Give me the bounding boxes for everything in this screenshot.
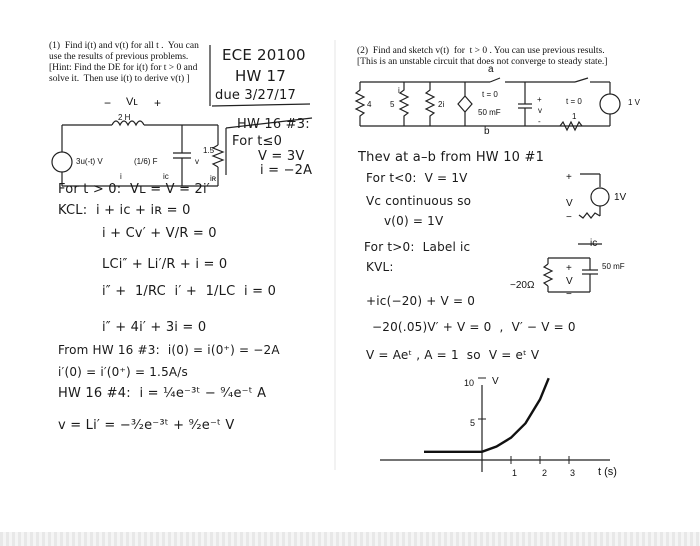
work2-line2: Vc continuous so xyxy=(366,194,472,208)
c2-src-1v xyxy=(600,94,620,114)
work1-line3: LCi″ + Li′/R + i = 0 xyxy=(102,257,228,272)
work1-line5: i″ + 4i′ + 3i = 0 xyxy=(102,320,207,335)
c2-minus: - xyxy=(538,117,541,126)
c1-minus: − xyxy=(104,96,112,110)
c1-ic-label: iᴄ xyxy=(163,172,169,181)
work1-line1: KCL: i + iᴄ + iʀ = 0 xyxy=(58,203,191,218)
work2-line8: V = Aeᵗ , A = 1 so V = eᵗ V xyxy=(366,348,540,362)
c2-plus: + xyxy=(537,95,542,104)
neg20-res xyxy=(544,264,552,286)
c1-plus: + xyxy=(154,96,162,110)
small-plus: + xyxy=(566,263,572,274)
work2-line6: +iᴄ(−20) + V = 0 xyxy=(366,294,476,308)
thev-plus: + xyxy=(566,172,572,183)
c2-switch-right xyxy=(575,78,588,82)
problem2-line2: [This is an unstable circuit that does not converge to steady state.] xyxy=(357,57,608,67)
c1-resistor xyxy=(213,145,223,167)
problem1-line3: [Hint: Find the DE for i(t) for t > 0 and xyxy=(49,63,198,73)
hw16-v: V = 3V xyxy=(258,149,305,164)
chart-ylabel: V xyxy=(492,376,499,387)
chart-ytick-1: 5 xyxy=(470,418,476,428)
problem1-line1: (1) Find i(t) and v(t) for all t . You can xyxy=(49,41,199,51)
c2-res5 xyxy=(400,82,408,126)
header-box-bottom xyxy=(212,104,310,106)
c2-t0-right: t = 0 xyxy=(566,97,582,106)
work1-line2: i + Cv′ + V/R = 0 xyxy=(102,226,217,241)
c1-inductor-label: 2 H xyxy=(118,113,131,122)
hw-number: HW 17 xyxy=(235,67,286,85)
thev-res xyxy=(579,213,600,218)
chart-xtick-1: 2 xyxy=(542,468,548,478)
thev-src xyxy=(591,188,609,206)
course-title: ECE 20100 xyxy=(222,46,306,64)
c2-i: i xyxy=(398,86,400,95)
work2-line1: For t<0: V = 1V xyxy=(366,171,468,185)
c2-t0-left: t = 0 xyxy=(482,90,498,99)
work1-line6: From HW 16 #3: i(0) = i(0⁺) = −2A xyxy=(58,343,280,357)
c2-a: a xyxy=(488,64,494,75)
curve-series xyxy=(424,378,549,452)
work2-line4: For t>0: Label iᴄ xyxy=(364,240,471,254)
c2-dep: 2i xyxy=(438,100,445,109)
thev-minus: − xyxy=(566,212,572,223)
sketch-chart xyxy=(380,378,610,472)
work1-line0: For t > 0: Vʟ = V = 2i′ xyxy=(58,182,210,197)
thev-src-label: 1V xyxy=(614,192,627,203)
c2-r5: 5 xyxy=(390,100,395,109)
work2-line5: KVL: xyxy=(366,260,394,274)
c2-b: b xyxy=(484,126,490,137)
problem1-line2: use the results of previous problems. xyxy=(49,52,189,62)
c2-res4 xyxy=(356,82,364,126)
small-ic-label: iᴄ xyxy=(590,238,598,249)
chart-xtick-2: 3 xyxy=(570,468,576,478)
c2-switch-left xyxy=(490,78,500,82)
work1-line9: v = Li′ = −³⁄₂e⁻³ᵗ + ⁹⁄₂e⁻ᵗ V xyxy=(58,418,235,433)
hw16-i: i = −2A xyxy=(260,163,313,178)
work2-line7: −20(.05)V′ + V = 0 , V′ − V = 0 xyxy=(372,320,576,334)
c1-source xyxy=(52,152,72,172)
work2-line0: Thev at a–b from HW 10 #1 xyxy=(358,150,545,165)
small-cap-label: 50 mF xyxy=(602,262,625,271)
small-minus: − xyxy=(566,289,572,300)
chart-xtick-0: 1 xyxy=(512,468,518,478)
c2-r4: 4 xyxy=(367,100,372,109)
chart-xlabel: t (s) xyxy=(598,466,617,478)
c1-v-label: v xyxy=(195,157,199,166)
c2-dep-source xyxy=(458,96,472,112)
c2-v: v xyxy=(538,106,542,115)
c1-i-label: i xyxy=(120,172,122,181)
hw16-title: HW 16 #3: xyxy=(237,117,310,132)
c2-r1: 1 xyxy=(572,112,577,121)
problem1-line4: solve it. Then use i(t) to derive v(t) ] xyxy=(49,74,190,84)
thev-v: V xyxy=(566,198,573,209)
chart-ytick-0: 10 xyxy=(464,378,475,388)
work2-line3: v(0) = 1V xyxy=(384,214,444,228)
hw16-cond: For t≤0 xyxy=(232,134,283,149)
small-v-label: V xyxy=(566,276,573,287)
neg20-label: −20Ω xyxy=(510,280,535,291)
c1-source-label: 3u(-t) V xyxy=(76,157,103,166)
c2-src: 1 V xyxy=(628,98,641,107)
work1-line8: HW 16 #4: i = ¼e⁻³ᵗ − ⁹⁄₄e⁻ᵗ A xyxy=(58,386,267,401)
c2-res-2i xyxy=(426,82,434,126)
c1-vl-label: Vʟ xyxy=(126,96,138,108)
scan-edge xyxy=(0,532,700,546)
due-date: due 3/27/17 xyxy=(215,88,296,103)
c1-ir-label: iʀ xyxy=(210,174,217,183)
work1-line7: i′(0) = i′(0⁺) = 1.5A/s xyxy=(58,365,189,379)
work1-line4: i″ + 1/RC i′ + 1/LC i = 0 xyxy=(102,284,277,299)
c1-cap-label: (1/6) F xyxy=(134,157,158,166)
c2-cap: 50 mF xyxy=(478,108,501,117)
c1-res-label: 1.5 xyxy=(203,146,215,155)
problem2-line1: (2) Find and sketch v(t) for t > 0 . You can use previous results. xyxy=(357,46,605,56)
